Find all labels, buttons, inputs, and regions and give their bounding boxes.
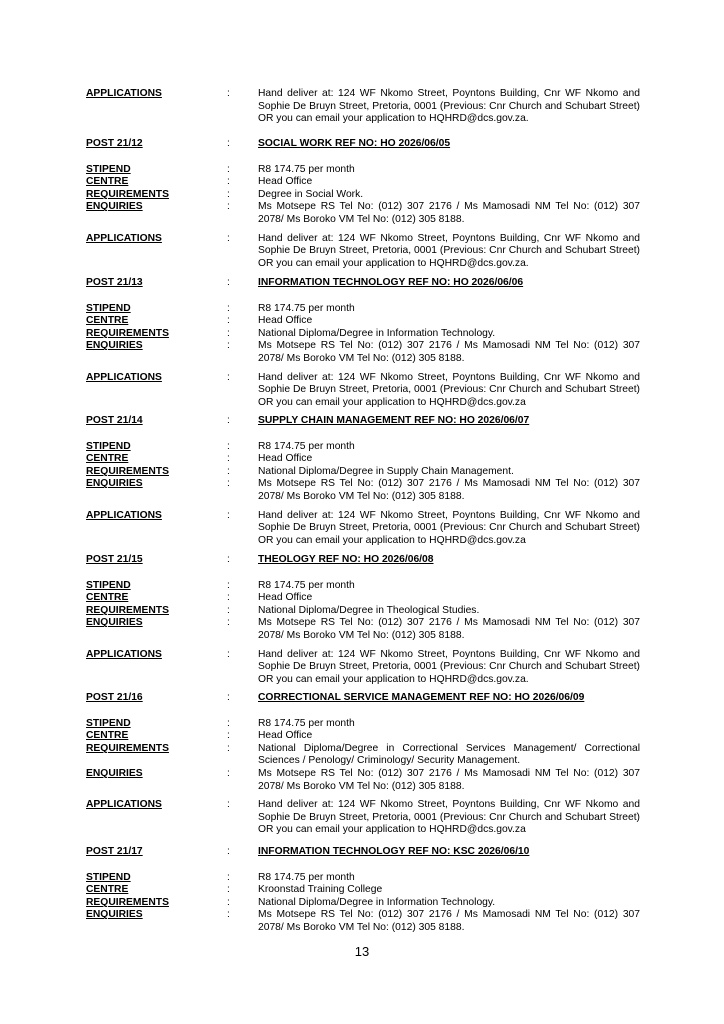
field-separator: :: [227, 799, 230, 811]
field-separator: :: [227, 88, 230, 99]
field-value: National Diploma/Degree in Correctional Services Management/ Correctional Sciences / Penology/ Criminology/ Security Management.: [258, 742, 640, 767]
field-separator: :: [227, 232, 230, 244]
field-separator: :: [227, 846, 230, 857]
field-value: R8 174.75 per month: [258, 579, 355, 591]
field-label: ENQUIRIES: [86, 478, 143, 490]
field-row-enquiries: [86, 909, 640, 934]
page-number: 13: [354, 944, 370, 959]
post-section: [86, 846, 640, 935]
field-separator: :: [227, 730, 230, 742]
field-value: Hand deliver at: 124 WF Nkomo Street, Poyntons Building, Cnr WF Nkomo and Sophie De Bruyn Street, Pretoria, 0001 (Previous: Cnr Church and Schubart Street) OR you can email your application to HQHRD@dcs.gov.za.: [258, 232, 640, 269]
field-separator: :: [227, 884, 230, 896]
field-separator: :: [227, 717, 230, 729]
field-label: CENTRE: [86, 592, 129, 604]
field-separator: :: [227, 415, 230, 426]
post-heading-row: [86, 554, 640, 567]
field-row-applications: [86, 372, 640, 410]
field-separator: :: [227, 188, 230, 200]
field-value: National Diploma/Degree in Information Technology.: [258, 896, 496, 908]
field-row-stipend: [86, 580, 640, 593]
field-value: Kroonstad Training College: [258, 884, 383, 896]
field-label: REQUIREMENTS: [86, 465, 169, 477]
field-row-applications: [86, 88, 640, 126]
field-label: ENQUIRIES: [86, 201, 143, 213]
field-separator: :: [227, 340, 230, 352]
field-separator: :: [227, 648, 230, 660]
field-value: Head Office: [258, 315, 313, 327]
field-separator: :: [227, 465, 230, 477]
field-separator: :: [227, 138, 230, 149]
field-row-centre: [86, 884, 640, 897]
field-row-centre: [86, 315, 640, 328]
post-number: POST 21/12: [86, 138, 143, 149]
field-separator: :: [227, 909, 230, 921]
field-label: REQUIREMENTS: [86, 604, 169, 616]
field-value: Head Office: [258, 592, 313, 604]
field-separator: :: [227, 371, 230, 383]
field-separator: :: [227, 592, 230, 604]
field-row-requirements: [86, 743, 640, 768]
field-label: CENTRE: [86, 315, 129, 327]
field-row-applications: [86, 799, 640, 837]
field-label: APPLICATIONS: [86, 371, 162, 383]
field-value: Hand deliver at: 124 WF Nkomo Street, Poyntons Building, Cnr WF Nkomo and Sophie De Bruyn Street, Pretoria, 0001 (Previous: Cnr Church and Schubart Street) OR you can email your application to HQHRD@dcs.gov.za.: [258, 648, 640, 685]
post-number: POST 21/16: [86, 692, 143, 703]
field-label: STIPEND: [86, 302, 131, 314]
post-section: [86, 692, 640, 837]
field-separator: :: [227, 767, 230, 779]
field-separator: :: [227, 478, 230, 490]
field-value: Ms Motsepe RS Tel No: (012) 307 2176 / Ms Mamosadi NM Tel No: (012) 307 2078/ Ms Boroko VM Tel No: (012) 305 8188.: [258, 767, 640, 792]
field-separator: :: [227, 440, 230, 452]
field-value: Hand deliver at: 124 WF Nkomo Street, Poyntons Building, Cnr WF Nkomo and Sophie De Bruyn Street, Pretoria, 0001 (Previous: Cnr Church and Schubart Street) OR you can email your application to HQHRD@dcs.gov.za.: [258, 88, 640, 125]
field-label: STIPEND: [86, 579, 131, 591]
post-heading-row: [86, 277, 640, 290]
post-title: CORRECTIONAL SERVICE MANAGEMENT REF NO: HO 2026/06/09: [258, 692, 585, 703]
post-heading-row: [86, 692, 640, 705]
field-separator: :: [227, 509, 230, 521]
field-value: Degree in Social Work.: [258, 188, 364, 200]
field-row-stipend: [86, 164, 640, 177]
field-row-stipend: [86, 718, 640, 731]
field-separator: :: [227, 201, 230, 213]
post-number: POST 21/17: [86, 846, 143, 857]
field-value: Head Office: [258, 453, 313, 465]
field-separator: :: [227, 871, 230, 883]
field-separator: :: [227, 315, 230, 327]
field-label: APPLICATIONS: [86, 509, 162, 521]
field-label: ENQUIRIES: [86, 617, 143, 629]
field-label: ENQUIRIES: [86, 767, 143, 779]
field-label: STIPEND: [86, 163, 131, 175]
field-label: APPLICATIONS: [86, 88, 162, 99]
field-label: REQUIREMENTS: [86, 896, 169, 908]
post-title: INFORMATION TECHNOLOGY REF NO: KSC 2026/06/10: [258, 846, 530, 857]
field-row-enquiries: [86, 478, 640, 503]
field-value: R8 174.75 per month: [258, 302, 355, 314]
field-value: Hand deliver at: 124 WF Nkomo Street, Poyntons Building, Cnr WF Nkomo and Sophie De Bruyn Street, Pretoria, 0001 (Previous: Cnr Church and Schubart Street) OR you can email your application to HQHRD@dcs.gov.za: [258, 509, 640, 546]
field-row-stipend: [86, 872, 640, 885]
field-label: REQUIREMENTS: [86, 742, 169, 754]
field-label: APPLICATIONS: [86, 648, 162, 660]
field-value: National Diploma/Degree in Theological Studies.: [258, 604, 480, 616]
post-heading-row: [86, 138, 640, 151]
field-label: APPLICATIONS: [86, 799, 162, 811]
post-section: [86, 277, 640, 409]
field-value: National Diploma/Degree in Information Technology.: [258, 327, 496, 339]
field-row-requirements: [86, 605, 640, 618]
field-row-requirements: [86, 189, 640, 202]
post-section: [86, 138, 640, 270]
field-label: STIPEND: [86, 717, 131, 729]
field-row-enquiries: [86, 201, 640, 226]
field-row-enquiries: [86, 340, 640, 365]
field-value: R8 174.75 per month: [258, 163, 355, 175]
field-separator: :: [227, 277, 230, 288]
field-separator: :: [227, 896, 230, 908]
field-label: CENTRE: [86, 453, 129, 465]
field-row-applications: [86, 510, 640, 548]
post-number: POST 21/15: [86, 554, 143, 565]
field-row-requirements: [86, 328, 640, 341]
field-value: Ms Motsepe RS Tel No: (012) 307 2176 / Ms Mamosadi NM Tel No: (012) 307 2078/ Ms Boroko VM Tel No: (012) 305 8188.: [258, 909, 640, 933]
field-separator: :: [227, 692, 230, 703]
field-label: CENTRE: [86, 730, 129, 742]
post-title: THEOLOGY REF NO: HO 2026/06/08: [258, 554, 434, 565]
field-separator: :: [227, 327, 230, 339]
field-row-stipend: [86, 303, 640, 316]
post-title: SUPPLY CHAIN MANAGEMENT REF NO: HO 2026/06/07: [258, 415, 530, 426]
field-value: Ms Motsepe RS Tel No: (012) 307 2176 / Ms Mamosadi NM Tel No: (012) 307 2078/ Ms Boroko VM Tel No: (012) 305 8188.: [258, 478, 640, 502]
field-row-requirements: [86, 897, 640, 910]
field-value: R8 174.75 per month: [258, 717, 355, 729]
field-value: Hand deliver at: 124 WF Nkomo Street, Poyntons Building, Cnr WF Nkomo and Sophie De Bruyn Street, Pretoria, 0001 (Previous: Cnr Church and Schubart Street) OR you can email your application to HQHRD@dcs.gov.za: [258, 799, 640, 836]
field-separator: :: [227, 163, 230, 175]
field-value: Hand deliver at: 124 WF Nkomo Street, Poyntons Building, Cnr WF Nkomo and Sophie De Bruyn Street, Pretoria, 0001 (Previous: Cnr Church and Schubart Street) OR you can email your application to HQHRD@dcs.gov.za: [258, 371, 640, 408]
field-row-stipend: [86, 441, 640, 454]
field-value: Head Office: [258, 176, 313, 188]
field-value: Ms Motsepe RS Tel No: (012) 307 2176 / Ms Mamosadi NM Tel No: (012) 307 2078/ Ms Boroko VM Tel No: (012) 305 8188.: [258, 340, 640, 364]
post-heading-row: [86, 846, 640, 859]
field-value: Ms Motsepe RS Tel No: (012) 307 2176 / Ms Mamosadi NM Tel No: (012) 307 2078/ Ms Boroko VM Tel No: (012) 305 8188.: [258, 617, 640, 641]
field-row-enquiries: [86, 617, 640, 642]
field-row-centre: [86, 176, 640, 189]
post-title: SOCIAL WORK REF NO: HO 2026/06/05: [258, 138, 451, 149]
field-separator: :: [227, 604, 230, 616]
field-value: R8 174.75 per month: [258, 871, 355, 883]
field-separator: :: [227, 617, 230, 629]
field-label: STIPEND: [86, 440, 131, 452]
field-value: Ms Motsepe RS Tel No: (012) 307 2176 / Ms Mamosadi NM Tel No: (012) 307 2078/ Ms Boroko VM Tel No: (012) 305 8188.: [258, 201, 640, 225]
post-number: POST 21/13: [86, 277, 143, 288]
field-separator: :: [227, 579, 230, 591]
field-value: Head Office: [258, 730, 313, 742]
field-row-applications: [86, 649, 640, 687]
field-row-centre: [86, 730, 640, 743]
applications-section: [86, 88, 640, 126]
field-label: CENTRE: [86, 884, 129, 896]
post-number: POST 21/14: [86, 415, 143, 426]
post-section: [86, 415, 640, 547]
field-label: APPLICATIONS: [86, 232, 162, 244]
field-separator: :: [227, 742, 230, 754]
field-value: R8 174.75 per month: [258, 440, 355, 452]
field-row-applications: [86, 233, 640, 271]
field-separator: :: [227, 176, 230, 188]
field-label: CENTRE: [86, 176, 129, 188]
field-separator: :: [227, 554, 230, 565]
field-label: REQUIREMENTS: [86, 327, 169, 339]
field-label: STIPEND: [86, 871, 131, 883]
post-title: INFORMATION TECHNOLOGY REF NO: HO 2026/06/06: [258, 277, 524, 288]
field-row-requirements: [86, 466, 640, 479]
field-separator: :: [227, 453, 230, 465]
field-label: REQUIREMENTS: [86, 188, 169, 200]
post-section: [86, 554, 640, 686]
post-heading-row: [86, 415, 640, 428]
field-value: National Diploma/Degree in Supply Chain Management.: [258, 465, 514, 477]
field-row-enquiries: [86, 768, 640, 793]
field-separator: :: [227, 302, 230, 314]
field-row-centre: [86, 592, 640, 605]
field-row-centre: [86, 453, 640, 466]
field-label: ENQUIRIES: [86, 909, 143, 921]
field-label: ENQUIRIES: [86, 340, 143, 352]
